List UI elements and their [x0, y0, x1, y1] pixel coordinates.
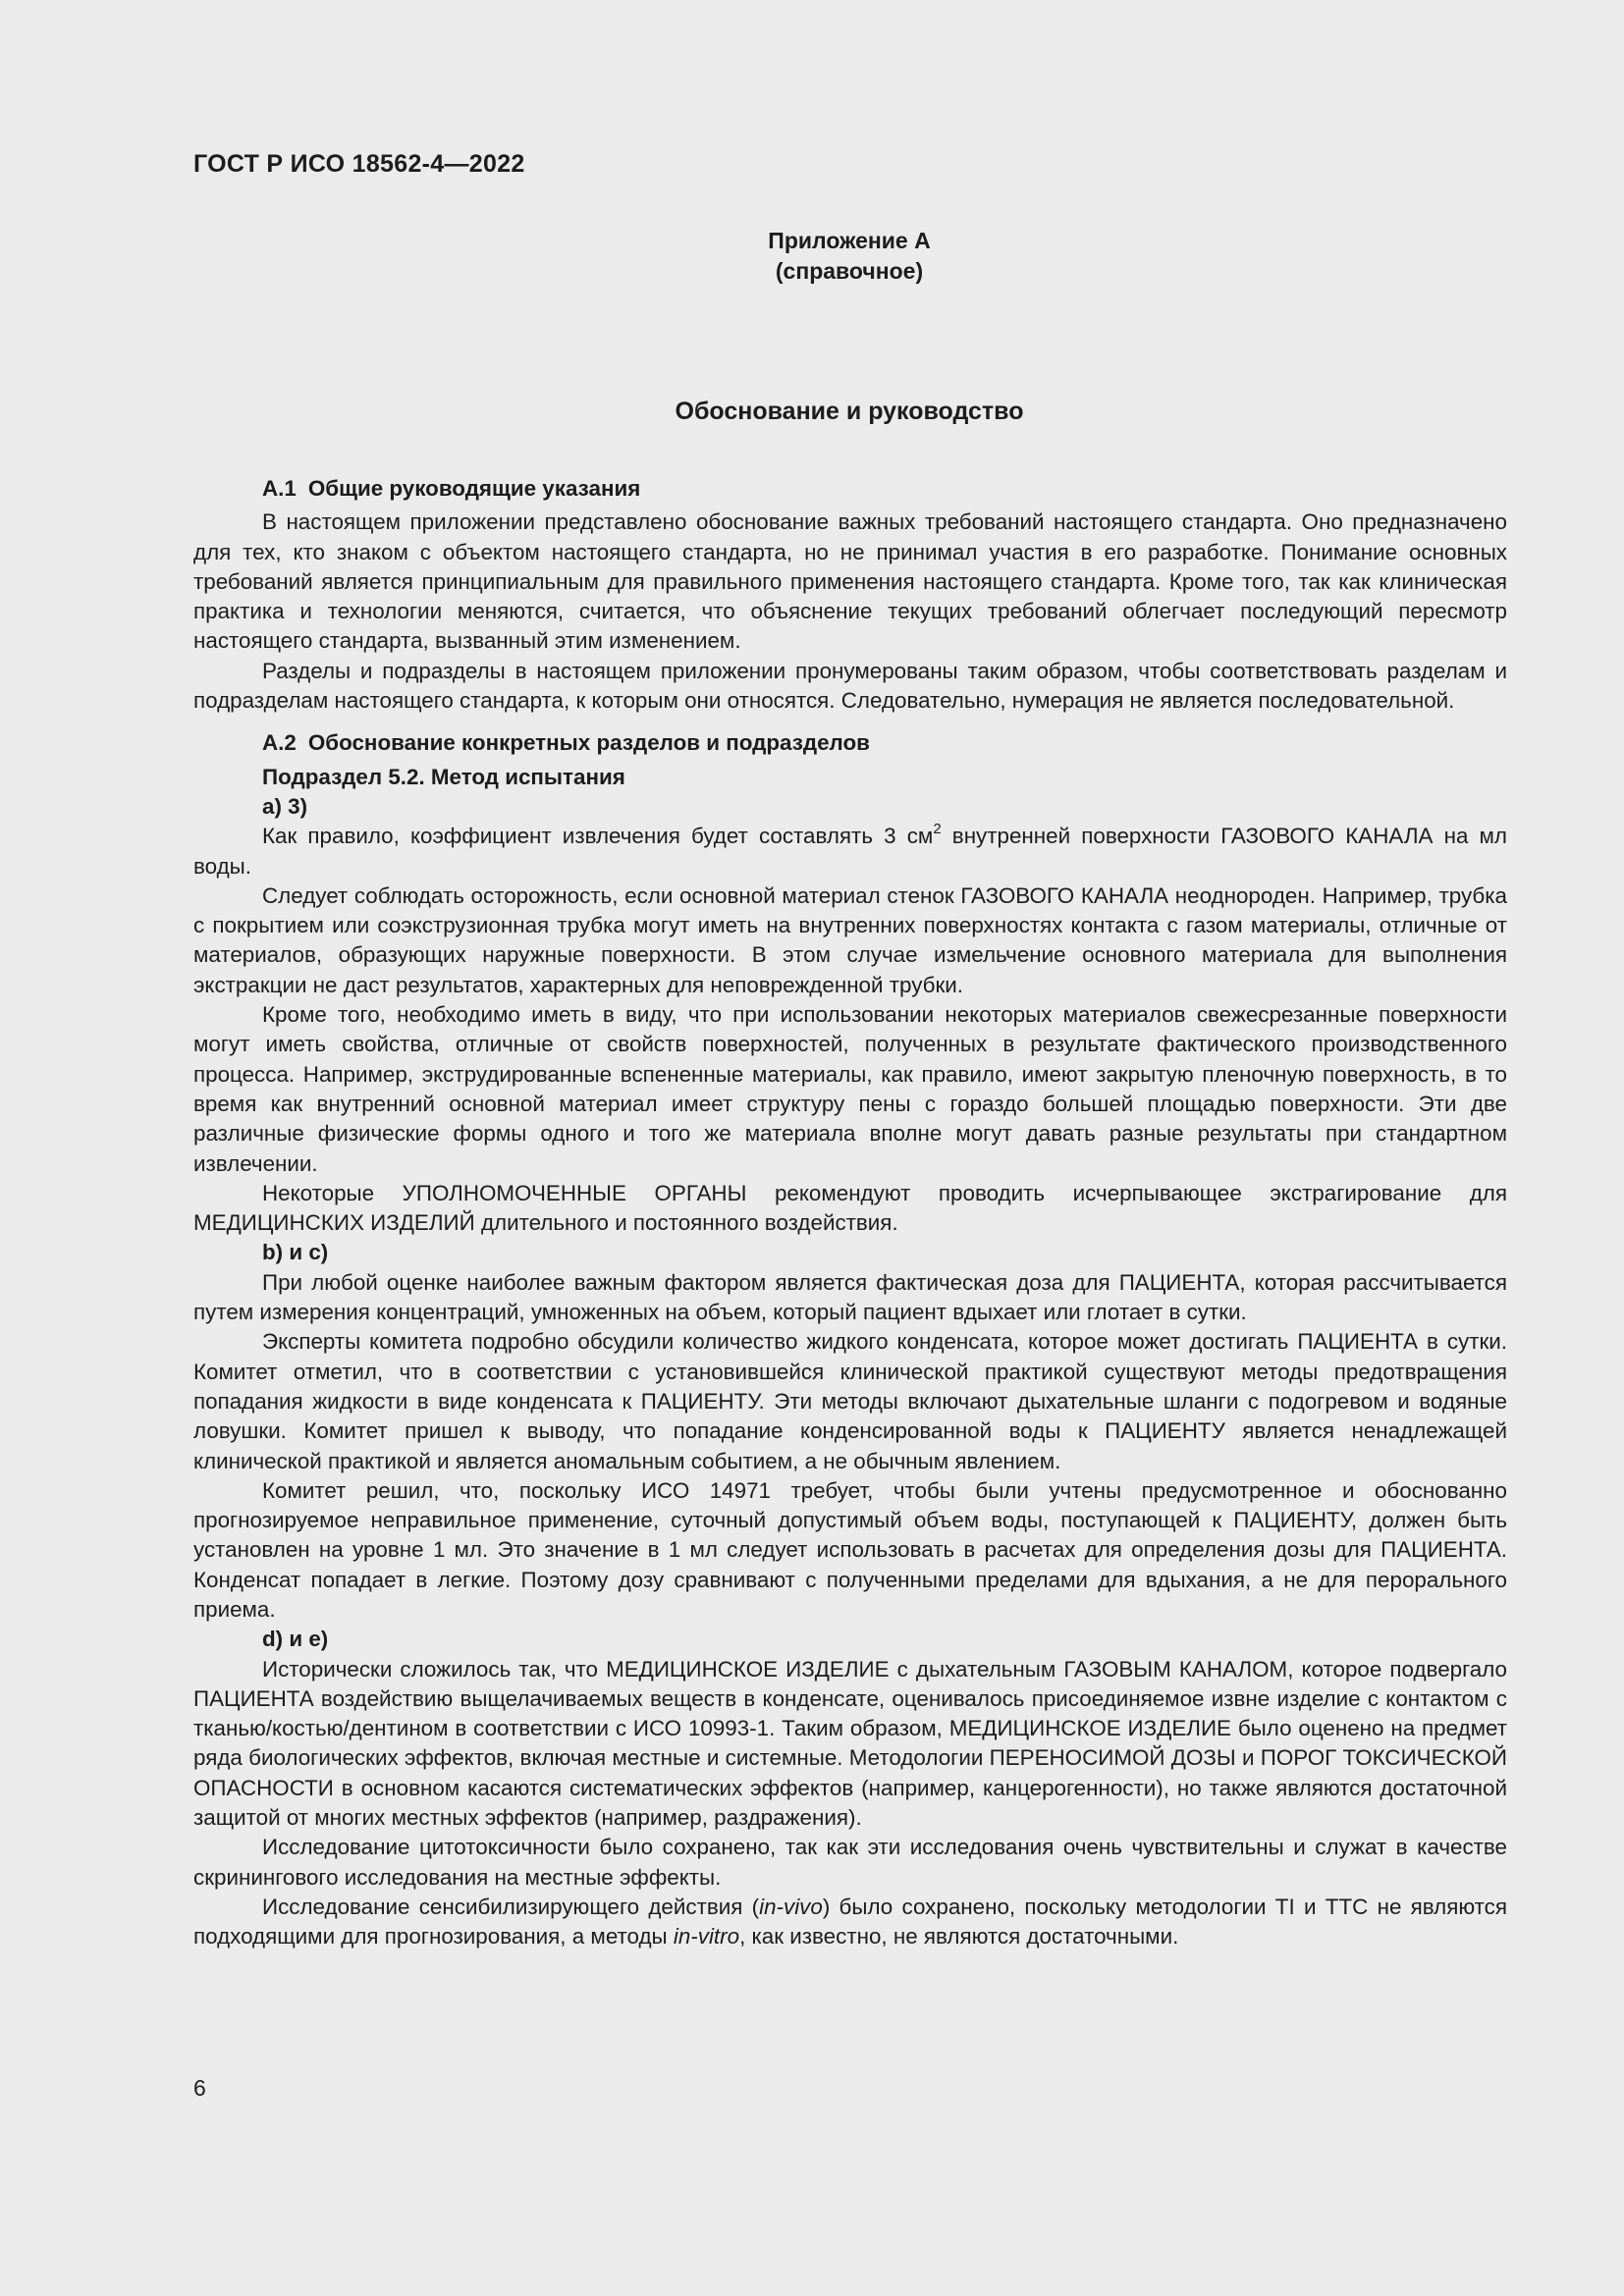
paragraph: Эксперты комитета подробно обсудили количество жидкого конденсата, которое может достигать ПАЦИЕНТА в сутки. Комитет отметил, что в соответствии с установившейся клинической практикой существуют методы предотвращения попадания жидкости в виде конденсата к ПАЦИЕНТУ. Эти методы включают дыхательные шланги с подогревом и водяные ловушки. Комитет пришел к выводу, что попадание конденсированной воды к ПАЦИЕНТУ является ненадлежащей клинической практикой и является аномальным событием, а не обычным явлением. — [193, 1329, 1507, 1473]
appendix-label: Приложение А — [768, 228, 931, 253]
section-heading-a2 — [193, 728, 1507, 758]
item-heading: b) и c) — [262, 1240, 329, 1265]
italic-term: in-vitro — [673, 1924, 740, 1949]
paragraph: При любой оценке наиболее важным фактором является фактическая доза для ПАЦИЕНТА, которая рассчитывается путем измерения концентраций, умноженных на объем, который пациент вдыхает или глотает в сутки. — [193, 1269, 1507, 1325]
paragraph: Комитет решил, что, поскольку ИСО 14971 требует, чтобы были учтены предусмотренное и обоснованно прогнозируемое неправильное применение, суточный допустимый объем воды, поступающей к ПАЦИЕНТУ, должен быть установлен на уровне 1 мл. Это значение в 1 мл следует использовать в расчетах для определения дозы для ПАЦИЕНТА. Конденсат попадает в легкие. Поэтому дозу сравнивают с полученными пределами для вдыхания, а не для перорального приема. — [193, 1477, 1507, 1622]
paragraph: Исследование сенсибилизирующего действия (in-vivo) было сохранено, поскольку методологии TI и TTC не являются подходящими для прогнозирования, а методы in-vitro, как известно, не являются достаточными. — [193, 1894, 1507, 1949]
subsection-heading: Подраздел 5.2. Метод испытания — [262, 764, 625, 789]
appendix-title: Обоснование и руководство — [675, 398, 1024, 425]
paragraph: Следует соблюдать осторожность, если основной материал стенок ГАЗОВОГО КАНАЛА неоднороден. Например, трубка с покрытием или соэкструзионная трубка могут иметь на внутренних поверхностях контакта с газом материалы, отличные от материалов, образующих наружные поверхности. В этом случае измельчение основного материала для выполнения экстракции не даст результатов, характерных для неповрежденной трубки. — [193, 882, 1507, 997]
section-title: Общие руководящие указания — [307, 476, 641, 501]
appendix-type: (справочное) — [775, 258, 924, 284]
section-title: Обоснование конкретных разделов и подразделов — [307, 730, 870, 756]
appendix-heading — [0, 226, 1624, 287]
section-heading-a1 — [193, 474, 1507, 504]
paragraph: В настоящем приложении представлено обоснование важных требований настоящего стандарта. Оно предназначено для тех, кто знаком с объектом настоящего стандарта, но не принимал участия в его разработке. Понимание основных требований является принципиальным для правильного применения настоящего стандарта. Кроме того, так как клиническая практика и технологии меняются, считается, что объяснение текущих требований облегчает последующий пересмотр настоящего стандарта, вызванный этим изменением. — [193, 509, 1507, 654]
page-number: 6 — [193, 2075, 206, 2101]
section-number: А.2 — [262, 730, 297, 756]
section-number: А.1 — [262, 476, 297, 501]
standard-header: ГОСТ Р ИСО 18562-4—2022 — [193, 150, 525, 178]
paragraph: Кроме того, необходимо иметь в виду, что при использовании некоторых материалов свежесрезанные поверхности могут иметь свойства, отличные от свойств поверхностей, полученных в результате фактического производственного процесса. Например, экструдированные вспененные материалы, как правило, имеют закрытую пленочную поверхность, в то время как внутренний основной материал имеет структуру пены с гораздо большей площадью поверхности. Эти две различные физические формы одного и того же материала вполне могут давать разные результаты при стандартном извлечении. — [193, 1002, 1507, 1176]
item-heading: d) и e) — [262, 1627, 329, 1652]
paragraph: Исторически сложилось так, что МЕДИЦИНСКОЕ ИЗДЕЛИЕ с дыхательным ГАЗОВЫМ КАНАЛОМ, которое подвергало ПАЦИЕНТА воздействию выщелачиваемых веществ в конденсате, оценивалось присоединяемое извне изделие с контактом с тканью/костью/дентином в соответствии с ИСО 10993-1. Таким образом, МЕДИЦИНСКОЕ ИЗДЕЛИЕ было оценено на предмет ряда биологических эффектов, включая местные и системные. Методологии ПЕРЕНОСИМОЙ ДОЗЫ и ПОРОГ ТОКСИЧЕСКОЙ ОПАСНОСТИ в основном касаются систематических эффектов (например, канцерогенности), но также являются достаточной защитой от многих местных эффектов (например, раздражения). — [193, 1656, 1507, 1831]
document-body — [193, 474, 1507, 1952]
paragraph: Разделы и подразделы в настоящем приложении пронумерованы таким образом, чтобы соответствовать разделам и подразделам настоящего стандарта, к которым они относятся. Следовательно, нумерация не является последовательной. — [193, 658, 1507, 714]
paragraph: Некоторые УПОЛНОМОЧЕННЫЕ ОРГАНЫ рекомендуют проводить исчерпывающее экстрагирование для МЕДИЦИНСКИХ ИЗДЕЛИЙ длительного и постоянного воздействия. — [193, 1180, 1507, 1236]
item-heading: a) 3) — [262, 793, 308, 819]
paragraph: Исследование цитотоксичности было сохранено, так как эти исследования очень чувствительны и служат в качестве скринингового исследования на местные эффекты. — [193, 1835, 1507, 1890]
italic-term: in-vivo — [759, 1894, 823, 1919]
superscript: 2 — [933, 820, 942, 837]
paragraph: Как правило, коэффициент извлечения будет составлять 3 $см^2$ внутренней поверхности ГАЗОВОГО КАНАЛА на мл воды. — [193, 820, 1508, 879]
